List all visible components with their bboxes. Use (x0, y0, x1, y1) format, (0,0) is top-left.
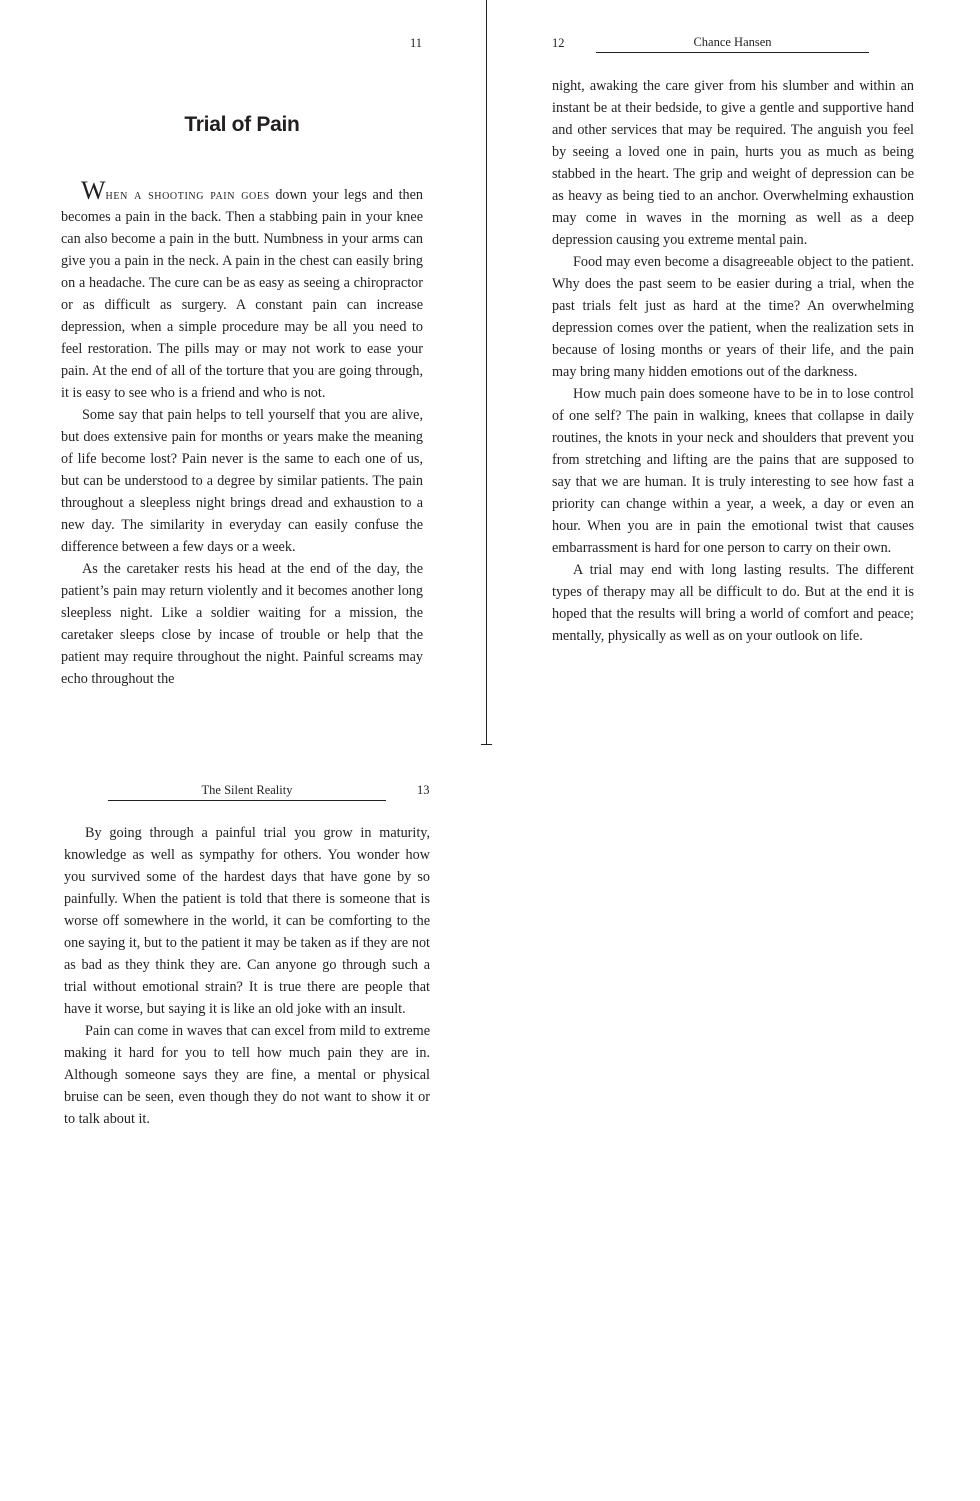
paragraph (61, 176, 423, 404)
running-head-author: Chance Hansen (693, 35, 772, 49)
page-number-12: 12 (552, 36, 565, 50)
paragraph: night, awaking the care giver from his slumber and within an instant be at their bedside, to give a gentle and supportive hand and other services that may be required. The anguish you feel by seeing a loved one in pain, hurts you as much as being stabbed in the heart. The grip and weight of depression can be as heavy as being tied to an anchor. Overwhelming exhaustion may come in waves in the morning as well as a deep depression causing you extreme mental pain. (552, 78, 914, 248)
paragraph: Some say that pain helps to tell yourself that you are alive, but does extensive pain for months or years make the meaning of life become lost? Pain never is the same to each one of us, but can be understood to a degree by similar patients. The pain throughout a sleepless night brings dread and exhaustion to a new day. The similarity in everyday can easily confuse the difference between a few days or a week. (61, 407, 423, 555)
paragraph-text: down your legs and then becomes a pain in the back. Then a stabbing pain in your knee can also become a pain in the butt. Numbness in your arms can give you a pain in the neck. A pain in the chest can easily bring on a headache. The cure can be as easy as seeing a chiropractor or as difficult as surgery. A constant pain can increase depression, when a simple procedure may be all you need to feel restoration. The pills may or may not work to ease your pain. At the end of all of the torture that you are going through, it is easy to see who is a friend and who is not. (61, 187, 423, 401)
paragraph: A trial may end with long lasting results. The different types of therapy may all be difficult to do. But at the end it is hoped that the results will bring a world of comfort and peace; mentally, physically as well as on your outlook on life. (552, 562, 914, 644)
page-spine-foot (481, 744, 492, 745)
paragraph: Food may even become a disagreeable object to the patient. Why does the past seem to be easier during a trial, when the past trials felt just as hard at the time? An overwhelming depression comes over the patient, when the realization sets in because of losing months or years of their life, and the pain may bring many hidden emotions out of the darkness. (552, 254, 914, 380)
drop-cap: W (81, 176, 106, 205)
paragraph: How much pain does someone have to be in to lose control of one self? The pain in walking, knees that collapse in daily routines, the knots in your neck and shoulders that prevent you from stretching and lifting are the pains that are supposed to say that we are human. It is truly interesting to see how fast a priority can change within a year, a week, a day or even an hour. When you are in pain the emotional twist that causes embarrassment is hard for one person to carry on their own. (552, 386, 914, 556)
header-rule (596, 52, 869, 53)
page-13-body (64, 822, 430, 1130)
small-caps-lead: hen a shooting pain goes (105, 187, 270, 203)
running-head-book: The Silent Reality (201, 783, 293, 797)
paragraph: By going through a painful trial you grow in maturity, knowledge as well as sympathy for others. You wonder how you survived some of the hardest days that have gone by so painfully. When the patient is told that there is someone that is worse off somewhere in the world, it can be comforting to the one saying it, but to the patient it may be taken as if they are not as bad as they think they are. Can anyone go through such a trial without emotional strain? It is true there are people that have it worse, but saying it is like an old joke with an insult. (64, 825, 430, 1017)
chapter-title: Trial of Pain (184, 113, 300, 136)
page-spine-divider (486, 0, 487, 745)
page-12-body (552, 75, 914, 647)
page-number-11: 11 (410, 36, 423, 50)
paragraph: As the caretaker rests his head at the end of the day, the patient’s pain may return violently and it becomes another long sleepless night. Like a soldier waiting for a mission, the caretaker sleeps close by incase of trouble or help that the patient may require throughout the night. Painful screams may echo throughout the (61, 561, 423, 687)
paragraph: Pain can come in waves that can excel from mild to extreme making it hard for you to tell how much pain they are in. Although someone says they are fine, a mental or physical bruise can be seen, even though they do not want to show it or to talk about it. (64, 1023, 430, 1127)
header-rule (108, 800, 386, 801)
page-number-13: 13 (417, 783, 430, 797)
page-11-body (61, 176, 423, 690)
